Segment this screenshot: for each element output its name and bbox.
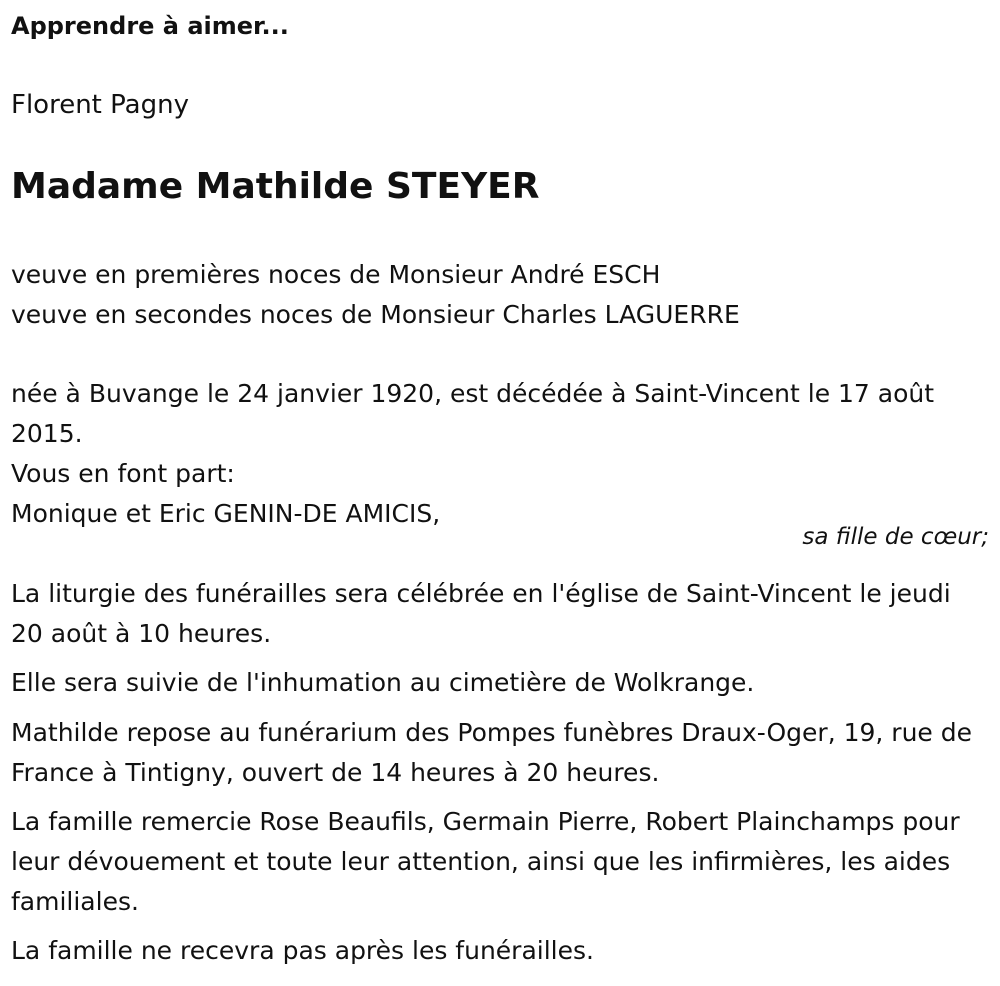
paragraph-thanks: La famille remercie Rose Beaufils, Germain Pierre, Robert Plainchamps pour leur dévouement et toute leur attention, ainsi que les infirmières, les aides familiales. xyxy=(11,807,960,916)
family-member: Monique et Eric GENIN-DE AMICIS, xyxy=(11,499,441,528)
paragraph-liturgy: La liturgie des funérailles sera célébrée en l'église de Saint-Vincent le jeudi 20 août à 10 heures. xyxy=(11,579,951,648)
paragraph-no-reception: La famille ne recevra pas après les funérailles. xyxy=(11,936,594,965)
quote-author: Florent Pagny xyxy=(11,90,189,120)
quote-title: Apprendre à aimer... xyxy=(11,12,289,40)
paragraph-burial: Elle sera suivie de l'inhumation au cimetière de Wolkrange. xyxy=(11,668,755,697)
widow-block xyxy=(11,255,740,335)
widow-line-first: veuve en premières noces de Monsieur André ESCH xyxy=(11,260,661,289)
widow-line-second: veuve en secondes noces de Monsieur Charles LAGUERRE xyxy=(11,300,740,329)
paragraph-funeral-home: Mathilde repose au funérarium des Pompes funèbres Draux-Oger, 19, rue de France à Tintigny, ouvert de 14 heures à 20 heures. xyxy=(11,718,973,787)
deceased-name: Madame Mathilde STEYER xyxy=(11,166,540,207)
birth-death-text: née à Buvange le 24 janvier 1920, est décédée à Saint-Vincent le 17 août 2015. xyxy=(11,379,935,448)
announcement-block xyxy=(11,374,989,534)
announcement-intro: Vous en font part: xyxy=(11,459,235,488)
family-relation: sa fille de cœur; xyxy=(802,524,989,550)
